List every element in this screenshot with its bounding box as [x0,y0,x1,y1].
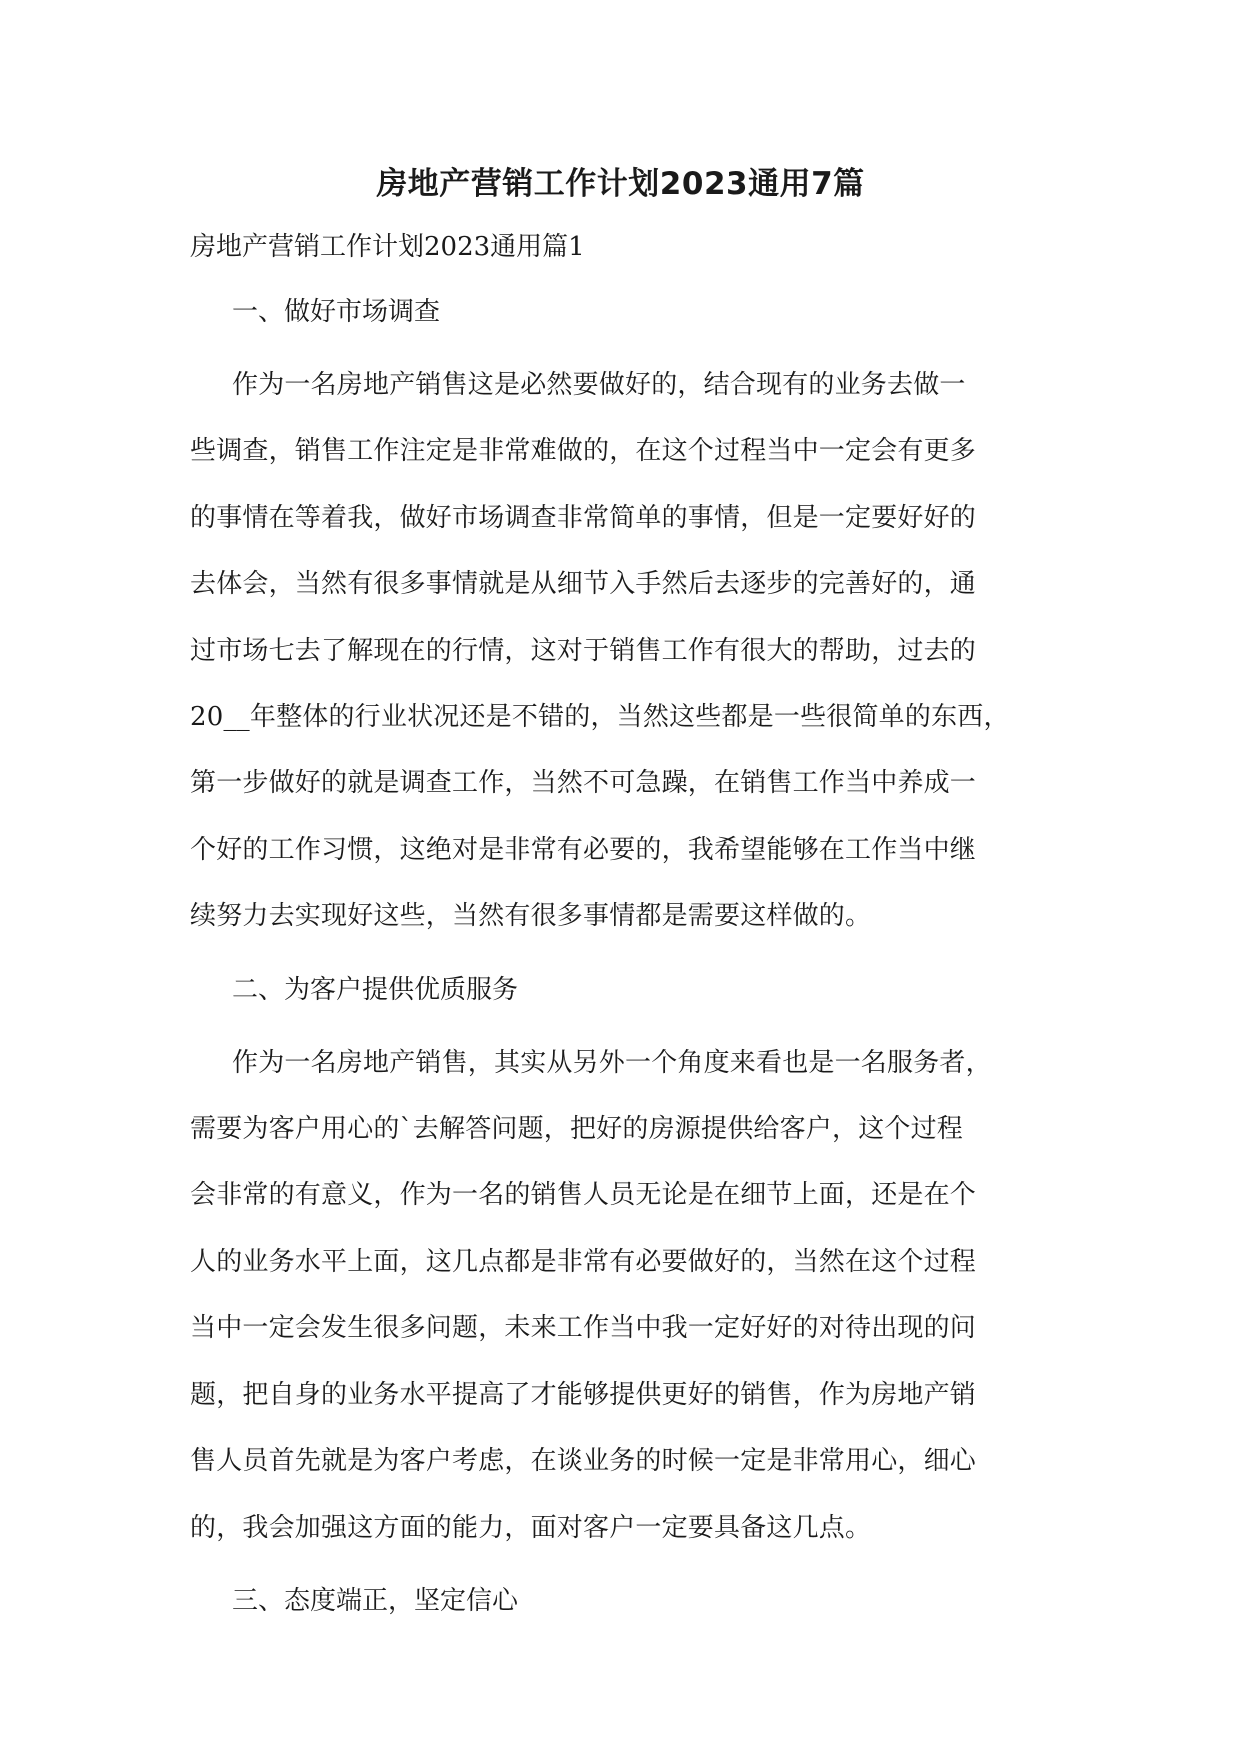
paragraph-line: 的，我会加强这方面的能力，面对客户一定要具备这几点。 [190,1512,872,1543]
paragraph-line: 续努力去实现好这些，当然有很多事情都是需要这样做的。 [190,901,872,932]
paragraph-line: 的事情在等着我，做好市场调查非常简单的事情，但是一定要好好的 [190,502,977,533]
paragraph-line: 题，把自身的业务水平提高了才能够提供更好的销售，作为房地产销 [190,1379,977,1410]
paragraph-line: 作为一名房地产销售，其实从另外一个角度来看也是一名服务者， [232,1047,992,1078]
paragraph-line: 第一步做好的就是调查工作，当然不可急躁，在销售工作当中养成一 [190,768,977,799]
paragraph-line: 人的业务水平上面，这几点都是非常有必要做好的，当然在这个过程 [190,1246,977,1277]
paragraph-line: 需要为客户用心的`去解答问题，把好的房源提供给客户，这个过程 [190,1114,964,1145]
section-heading-3: 三、态度端正，坚定信心 [232,1585,519,1616]
section-paragraph-2 [190,1030,1051,1561]
paragraph-line: 会非常的有意义，作为一名的销售人员无论是在细节上面，还是在个 [190,1180,977,1211]
paragraph-line: 个好的工作习惯，这绝对是非常有必要的，我希望能够在工作当中继 [190,834,977,865]
document-subtitle: 房地产营销工作计划2023通用篇1 [190,232,585,262]
section-paragraph-1 [190,352,1051,950]
paragraph-line: 当中一定会发生很多问题，未来工作当中我一定好好的对待出现的问 [190,1313,977,1344]
paragraph-line: 售人员首先就是为客户考虑，在谈业务的时候一定是非常用心，细心 [190,1446,977,1477]
paragraph-line: 过市场七去了解现在的行情，这对于销售工作有很大的帮助，过去的 [190,635,977,666]
paragraph-line: 20__年整体的行业状况还是不错的，当然这些都是一些很简单的东西， [190,702,1010,733]
paragraph-line: 去体会，当然有很多事情就是从细节入手然后去逐步的完善好的，通 [190,569,977,600]
paragraph-line: 作为一名房地产销售这是必然要做好的，结合现有的业务去做一 [232,370,966,400]
section-heading-2: 二、为客户提供优质服务 [232,974,519,1005]
section-heading-1: 一、做好市场调查 [232,297,441,327]
document-body [190,160,1051,1626]
paragraph-line: 些调查，销售工作注定是非常难做的，在这个过程当中一定会有更多 [190,436,977,467]
document-title: 房地产营销工作计划2023通用7篇 [376,166,865,202]
